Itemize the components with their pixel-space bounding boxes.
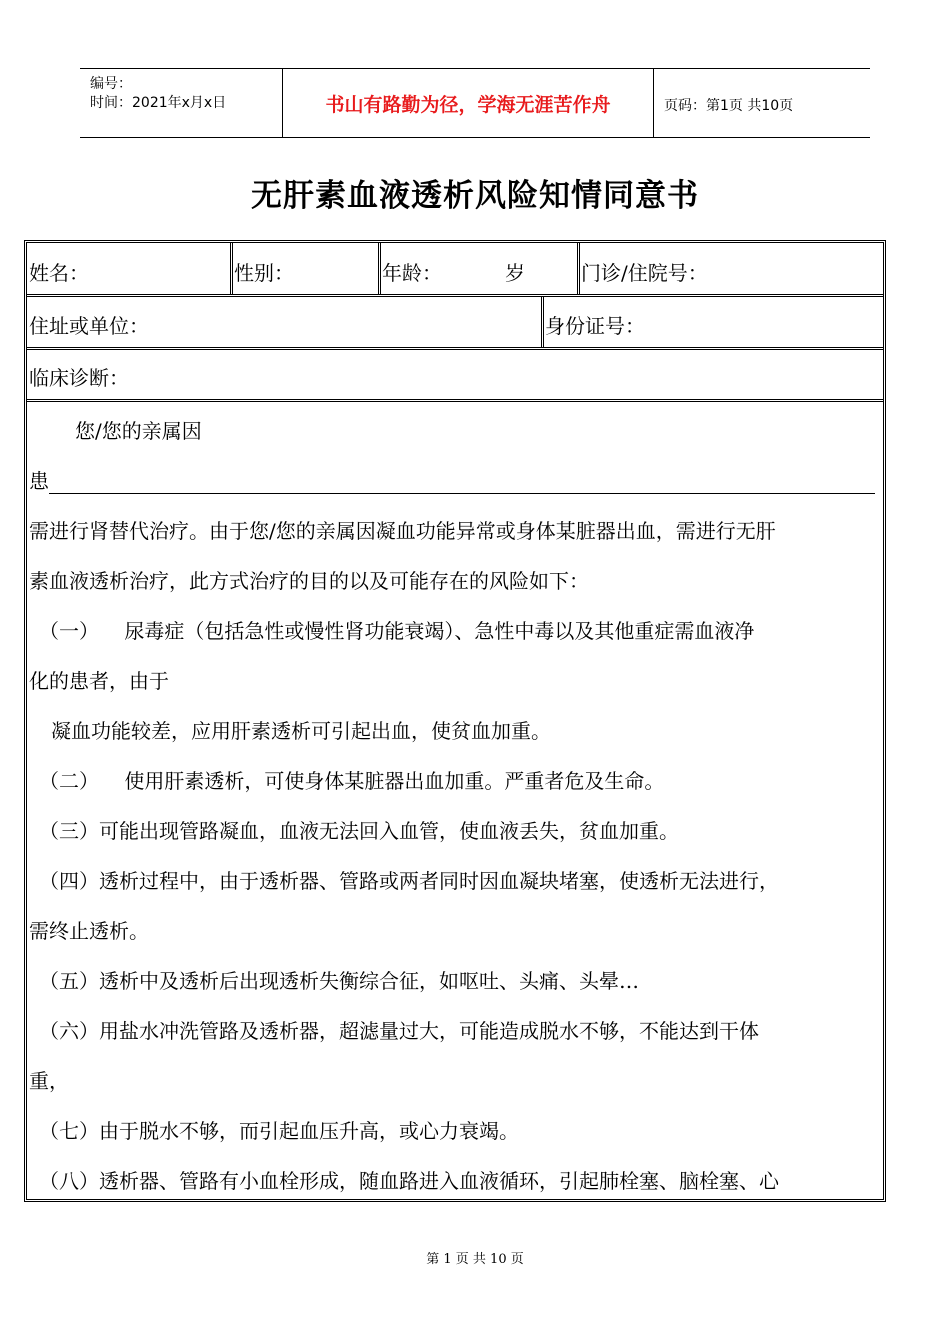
serial-number-label: 编号： [90,76,132,92]
risk-item-8: （八）透析器、管路有小血栓形成，随血路进入血液循环，引起肺栓塞、脑栓塞、心 [39,1169,779,1193]
header-page-info: 页码：第1页 共10页 [664,98,794,114]
column-divider [230,243,233,295]
body-line: 需终止透析。 [29,919,149,943]
body-line: 凝血功能较差，应用肝素透析可引起出血，使贫血加重。 [51,719,551,743]
date-label: 时间：2021年x月x日 [90,95,227,111]
body-line: 重， [29,1069,69,1093]
body-line: 您/您的亲属因 [75,419,202,443]
risk-item-3: （三）可能出现管路凝血，血液无法回入血管，使血液丢失，贫血加重。 [39,819,679,843]
body-line: 需进行肾替代治疗。由于您/您的亲属因凝血功能异常或身体某脏器出血，需进行无肝 [29,519,776,543]
patient-prefix: 患 [29,469,49,493]
column-divider [541,296,544,348]
column-divider [577,243,580,295]
risk-item-2: （二） 使用肝素透析，可使身体某脏器出血加重。严重者危及生命。 [39,769,665,793]
header-motto: 书山有路勤为径，学海无涯苦作舟 [283,69,654,137]
body-line: 化的患者，由于 [29,669,169,693]
id-number-label: 身份证号： [545,314,645,338]
name-field-label: 姓名： [29,261,89,285]
risk-item-1: （一） 尿毒症（包括急性或慢性肾功能衰竭）、急性中毒以及其他重症需血液净 [39,619,755,643]
age-unit: 岁 [505,261,525,285]
address-field-label: 住址或单位： [29,314,149,338]
gender-field-label: 性别： [234,261,294,285]
row-divider [27,347,883,350]
body-line: 素血液透析治疗，此方式治疗的目的以及可能存在的风险如下： [29,569,589,593]
risk-item-4: （四）透析过程中，由于透析器、管路或两者同时因血凝块堵塞，使透析无法进行， [39,869,779,893]
row-divider [27,294,883,297]
document-title: 无肝素血液透析风险知情同意书 [251,178,699,214]
condition-blank-line [49,471,875,494]
age-field-label: 年龄： [382,261,442,285]
consent-form-table [24,240,886,1202]
record-number-label: 门诊/住院号： [581,261,708,285]
diagnosis-field-label: 临床诊断： [29,366,129,390]
risk-item-7: （七）由于脱水不够，而引起血压升高，或心力衰竭。 [39,1119,519,1143]
row-divider [27,399,883,402]
header-meta-cell [80,69,283,137]
body-line-patient [29,465,875,494]
column-divider [378,243,381,295]
risk-item-6: （六）用盐水冲洗管路及透析器，超滤量过大，可能造成脱水不够，不能达到干体 [39,1019,759,1043]
risk-item-5: （五）透析中及透析后出现透析失衡综合征，如呕吐、头痛、头晕… [39,969,639,993]
document-header [80,68,870,138]
page-footer: 第 1 页 共 10 页 [426,1252,524,1267]
